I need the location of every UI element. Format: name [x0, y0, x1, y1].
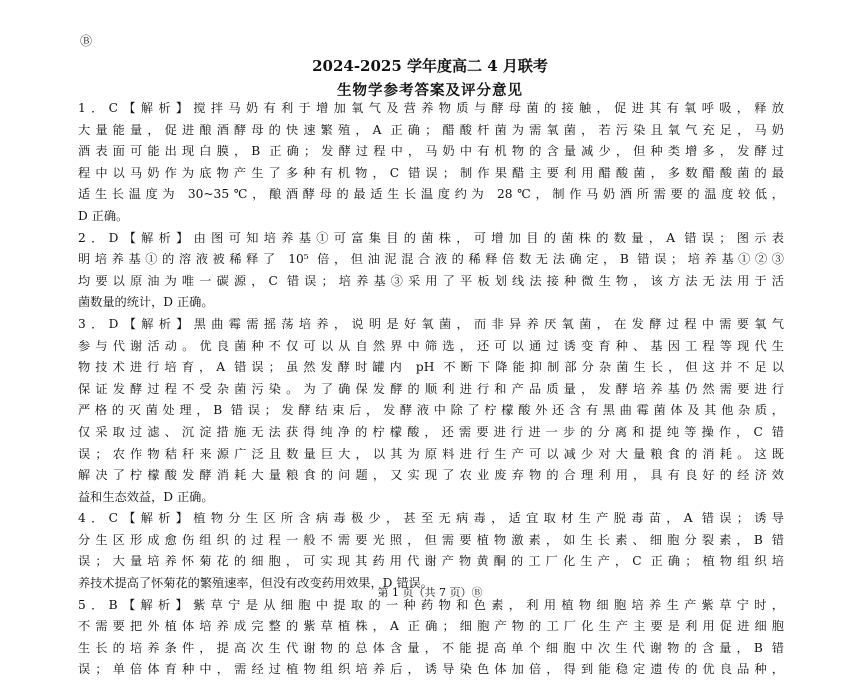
text-line: D 正确。: [78, 208, 129, 223]
text-line: 解决了柠檬酸发酵消耗大量粮食的问题，又实现了农业废弃物的合理利用，具有良好的经济效: [78, 468, 784, 483]
text-line: 3．D【解析】黑曲霉需摇荡培养，说明是好氧菌，而非异养厌氧菌，在发酵过程中需要氧气: [78, 316, 784, 331]
text-line: 误；农作物秸秆来源广泛且数量巨大，以其为原料进行生产可以减少对大量粮食的消耗。这既: [78, 446, 784, 461]
exam-title: 2024-2025 学年度高二 4 月联考: [312, 57, 548, 75]
text-line: 误；大量培养怀菊花的细胞，可实现其药用代谢产物黄酮的工厂化生产，C 正确；植物组织培: [78, 554, 784, 569]
text-line: 参与代谢活动。优良菌种不仅可以从自然界中筛选，还可以通过诱变育种、基因工程等现代生: [78, 338, 784, 353]
text-line: 益和生态效益，D 正确。: [78, 489, 214, 504]
text-line: 物技术进行培育，A 错误；虽然发酵时罐内 pH 不断下降能抑制部分杂菌生长，但这并不足以: [78, 360, 784, 375]
version-mark: Ⓑ: [80, 34, 93, 48]
text-line: 不需要把外植体培养成完整的紫草植株，A 正确；细胞产物的工厂化生产主要是利用促进细胞: [78, 619, 784, 634]
document-subtitle: 生物学参考答案及评分意见: [337, 82, 523, 99]
text-line: 仅采取过滤、沉淀措施无法获得纯净的柠檬酸，还需要进行进一步的分离和提纯等操作，C 错: [78, 424, 784, 439]
text-line: 明培养基①的溶液被稀释了 10⁵ 倍，但油泥混合液的稀释倍数无法确定，B 错误；培养基①②③: [78, 252, 784, 267]
text-line: 菌数量的统计，D 正确。: [78, 295, 214, 310]
text-line: 均要以原油为唯一碳源，C 错误；培养基③采用了平板划线法接种微生物，该方法无法用于活: [78, 273, 784, 288]
text-line: 适生长温度为 30~35℃，酿酒酵母的最适生长温度约为 28℃，制作马奶酒所需要的温度较低，: [78, 187, 784, 202]
text-line: 酒表面可能出现白膜，B 正确；发酵过程中，马奶中有机物的含量减少，但种类增多，发酵过: [78, 144, 784, 159]
text-line: 大量能量，促进酿酒酵母的快速繁殖，A 正确；醋酸杆菌为需氧菌，若污染且氧气充足，马奶: [78, 122, 784, 137]
text-line: 误；单倍体育种中，需经过植物组织培养后，诱导染色体加倍，得到能稳定遗传的优良品种，: [78, 662, 784, 677]
text-line: 程中以马奶作为底物产生了多种有机物，C 错误；制作果醋主要利用醋酸菌，多数醋酸菌的最: [78, 165, 784, 180]
text-line: 分生区形成愈伤组织的过程一般不需要光照，但需要植物激素，如生长素、细胞分裂素，B 错: [78, 532, 784, 547]
text-line: 养技术提高了怀菊花的繁殖速率，但没有改变药用效果，D 错误。: [78, 576, 433, 591]
text-line: 4．C【解析】植物分生区所含病毒极少，甚至无病毒，适宜取材生产脱毒苗，A 错误；诱导: [78, 511, 784, 526]
text-line: 1．C【解析】搅拌马奶有利于增加氧气及营养物质与酵母菌的接触，促进其有氧呼吸，释放: [78, 101, 784, 115]
text-line: 保证发酵过程不受杂菌污染。为了确保发酵的顺利进行和产品质量，发酵培养基仍然需要进行: [78, 381, 784, 396]
text-line: 5．B【解析】紫草宁是从细胞中提取的一种药物和色素，利用植物细胞培养生产紫草宁时，: [78, 597, 784, 612]
page-footer: 第 1 页（共 7 页）Ⓑ: [377, 586, 483, 599]
text-line: 严格的灭菌处理，B 错误；发酵结束后，发酵液中除了柠檬酸外还含有黑曲霉菌体及其他杂质，: [78, 403, 784, 418]
text-line: 生长的培养条件，提高次生代谢物的总体含量，不能提高单个细胞中次生代谢物的含量，B 错: [78, 640, 784, 655]
text-line: 2．D【解析】由图可知培养基①可富集目的菌株，可增加目的菌株的数量，A 错误；图示表: [78, 230, 784, 245]
